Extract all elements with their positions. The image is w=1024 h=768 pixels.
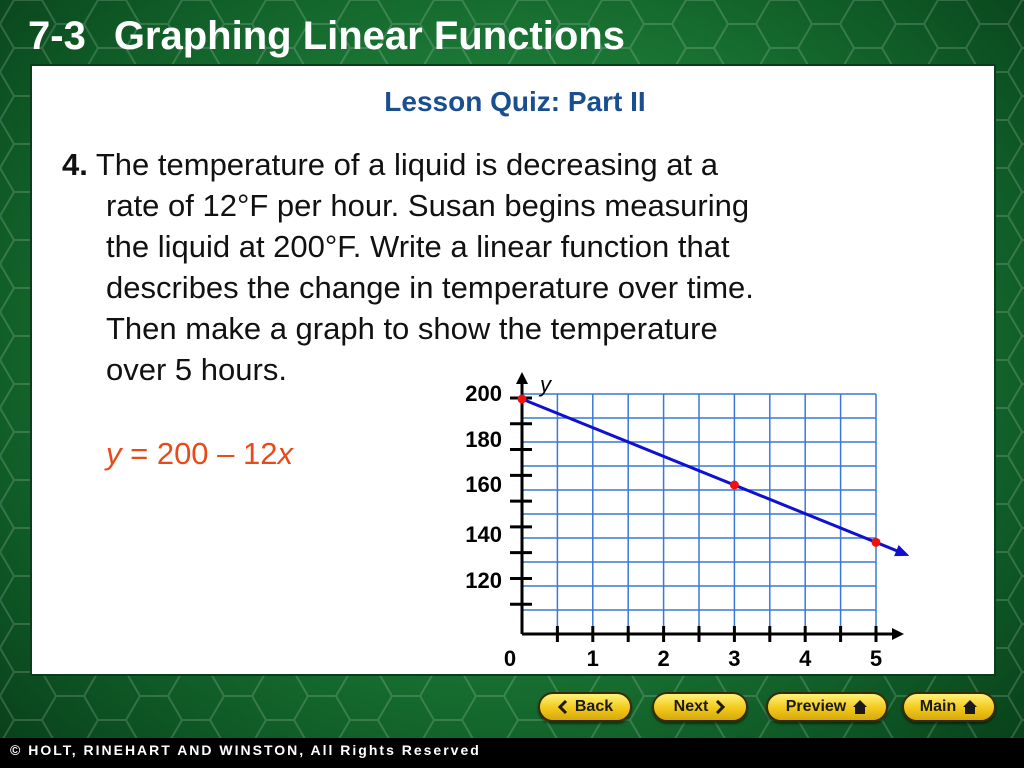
next-label: Next bbox=[673, 698, 709, 715]
answer-var-x: x bbox=[277, 436, 293, 471]
lesson-number: 7-3 bbox=[28, 14, 86, 58]
x-tick-label: 1 bbox=[586, 646, 599, 671]
back-label: Back bbox=[574, 698, 614, 715]
y-tick-label: 160 bbox=[465, 472, 502, 497]
preview-button[interactable] bbox=[766, 692, 888, 722]
x-axis-arrow bbox=[892, 628, 904, 640]
series-line bbox=[522, 399, 904, 554]
problem-line: the liquid at 200°F. Write a linear function that bbox=[106, 229, 730, 264]
content-panel bbox=[30, 64, 996, 676]
back-button[interactable] bbox=[538, 692, 632, 722]
y-tick-label: 120 bbox=[465, 568, 502, 593]
next-button[interactable] bbox=[652, 692, 748, 722]
x-tick-label: 5 bbox=[869, 646, 883, 671]
chevron-left-icon bbox=[557, 700, 569, 714]
data-point bbox=[730, 481, 739, 490]
data-point bbox=[872, 538, 881, 547]
main-label: Main bbox=[919, 698, 957, 715]
y-tick-label: 140 bbox=[465, 522, 502, 547]
x-tick-label: 2 bbox=[657, 646, 670, 671]
chevron-right-icon bbox=[714, 700, 726, 714]
footer-bar bbox=[0, 738, 1024, 768]
copyright-text: © HOLT, RINEHART AND WINSTON, All Rights Reserved bbox=[10, 742, 481, 758]
y-axis-label: y bbox=[540, 372, 551, 397]
lesson-title: Graphing Linear Functions bbox=[113, 14, 625, 58]
problem-line: rate of 12°F per hour. Susan begins measuring bbox=[106, 188, 750, 223]
y-tick-label: 200 bbox=[465, 381, 502, 406]
main-button[interactable] bbox=[902, 692, 996, 722]
problem-number: 4. bbox=[62, 147, 88, 182]
data-point bbox=[518, 395, 527, 404]
x-tick-label: 4 bbox=[799, 646, 812, 671]
slide-title bbox=[28, 8, 625, 64]
answer-expression: = 200 – 12 bbox=[121, 436, 278, 471]
quiz-heading: Lesson Quiz: Part II bbox=[384, 86, 646, 117]
temperature-graph bbox=[32, 66, 998, 678]
home-icon bbox=[852, 699, 868, 715]
problem-line: The temperature of a liquid is decreasing at a bbox=[95, 147, 718, 182]
y-axis-arrow bbox=[516, 372, 528, 384]
problem-line: over 5 hours. bbox=[106, 352, 287, 387]
home-icon bbox=[962, 699, 978, 715]
problem-line: describes the change in temperature over time. bbox=[106, 270, 754, 305]
x-tick-label: 0 bbox=[503, 646, 517, 671]
preview-label: Preview bbox=[785, 698, 847, 715]
problem-line: Then make a graph to show the temperature bbox=[106, 311, 718, 346]
series-line-arrow bbox=[894, 545, 909, 556]
answer-var-y: y bbox=[106, 436, 122, 471]
x-tick-label: 3 bbox=[728, 646, 741, 671]
y-tick-label: 180 bbox=[465, 427, 502, 452]
